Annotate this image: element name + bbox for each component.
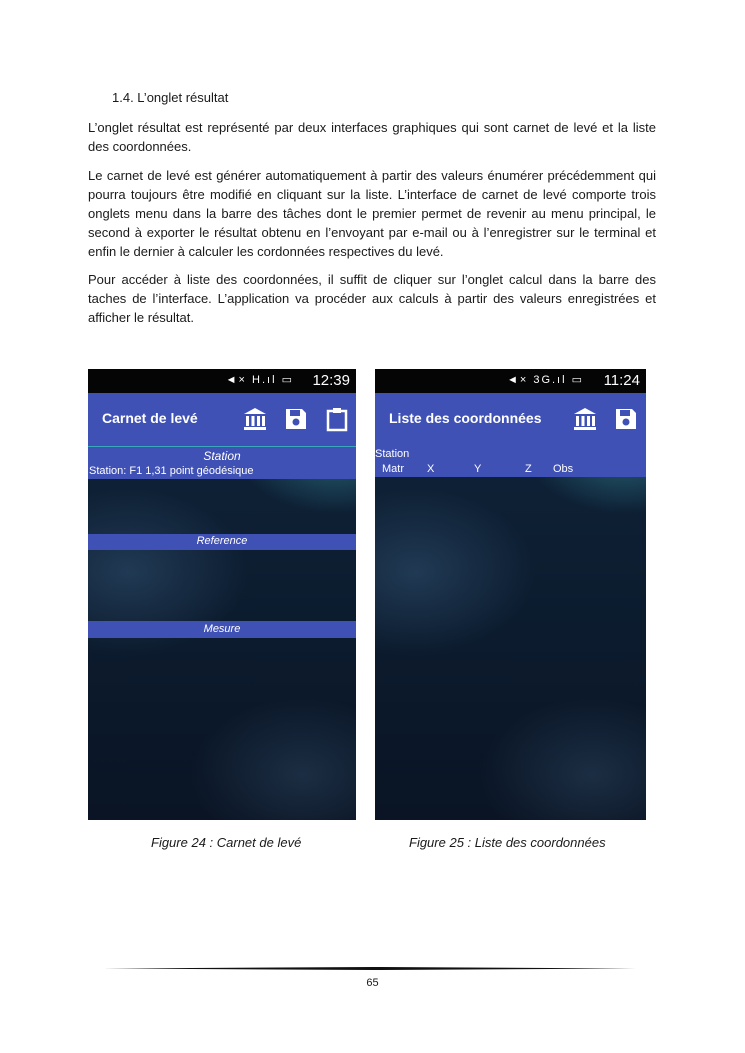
bank-icon[interactable] xyxy=(242,406,268,432)
figure-24-caption: Figure 24 : Carnet de levé xyxy=(151,835,302,850)
station-value[interactable]: Station: F1 1,31 point géodésique xyxy=(89,465,254,477)
column-header: X xyxy=(427,463,435,475)
station-header xyxy=(88,445,356,479)
divider xyxy=(88,446,356,447)
station-label: Station xyxy=(375,448,410,460)
column-header: Obs xyxy=(553,463,574,475)
reference-header xyxy=(88,534,356,550)
clipboard-icon[interactable] xyxy=(324,406,350,432)
status-icons: ◄× H.ıl ▭ xyxy=(225,374,294,386)
carnet-screenshot xyxy=(88,369,356,820)
section-heading: 1.4. L’onglet résultat xyxy=(112,90,229,105)
page-number: 65 xyxy=(366,977,379,989)
status-bar xyxy=(375,369,646,393)
reference-label: Reference xyxy=(196,535,248,547)
bank-icon[interactable] xyxy=(572,406,598,432)
paragraph-1: L’onglet résultat est représenté par deux interfaces graphiques qui sont carnet de levé et la liste des coordonnées. xyxy=(88,120,656,154)
status-time: 12:39 xyxy=(312,372,350,389)
status-icons: ◄× 3G.ıl ▭ xyxy=(506,374,584,386)
column-header: Matr xyxy=(382,463,404,475)
status-bar xyxy=(88,369,356,393)
app-title: Liste des coordonnées xyxy=(389,410,542,426)
mesure-header xyxy=(88,621,356,638)
save-icon[interactable] xyxy=(613,406,639,432)
app-title: Carnet de levé xyxy=(102,410,198,426)
save-icon[interactable] xyxy=(283,406,309,432)
figure-25-caption: Figure 25 : Liste des coordonnées xyxy=(409,835,606,850)
app-bar xyxy=(375,393,646,445)
status-time: 11:24 xyxy=(603,372,640,389)
paragraph-2: Le carnet de levé est générer automatiquement à partir des valeurs énumérer précédemment qui pourra toujours être modifié en cliquant sur la liste. L’interface de carnet de levé comporte trois onglets menu dans la barre des tâches dont le premier permet de revenir au menu principal, le second à exporter le résultat obtenu en l’envoyant par e-mail ou à l’enregistrer sur le terminal et enfin le dernier à calculer les cordonnées respectives du levé. xyxy=(88,168,656,259)
column-header: Y xyxy=(474,463,482,475)
footer-divider xyxy=(103,967,643,970)
column-header: Z xyxy=(525,463,532,475)
coordinates-screenshot xyxy=(375,369,646,820)
station-label: Station xyxy=(203,449,241,463)
paragraph-3: Pour accéder à liste des coordonnées, il suffit de cliquer sur l’onglet calcul dans la barre des taches de l’interface. L’application va procéder aux calculs à partir des valeurs enregistrées et afficher le résultat. xyxy=(88,272,656,325)
app-bar xyxy=(88,393,356,445)
table-header xyxy=(375,445,646,477)
mesure-label: Mesure xyxy=(203,623,241,635)
